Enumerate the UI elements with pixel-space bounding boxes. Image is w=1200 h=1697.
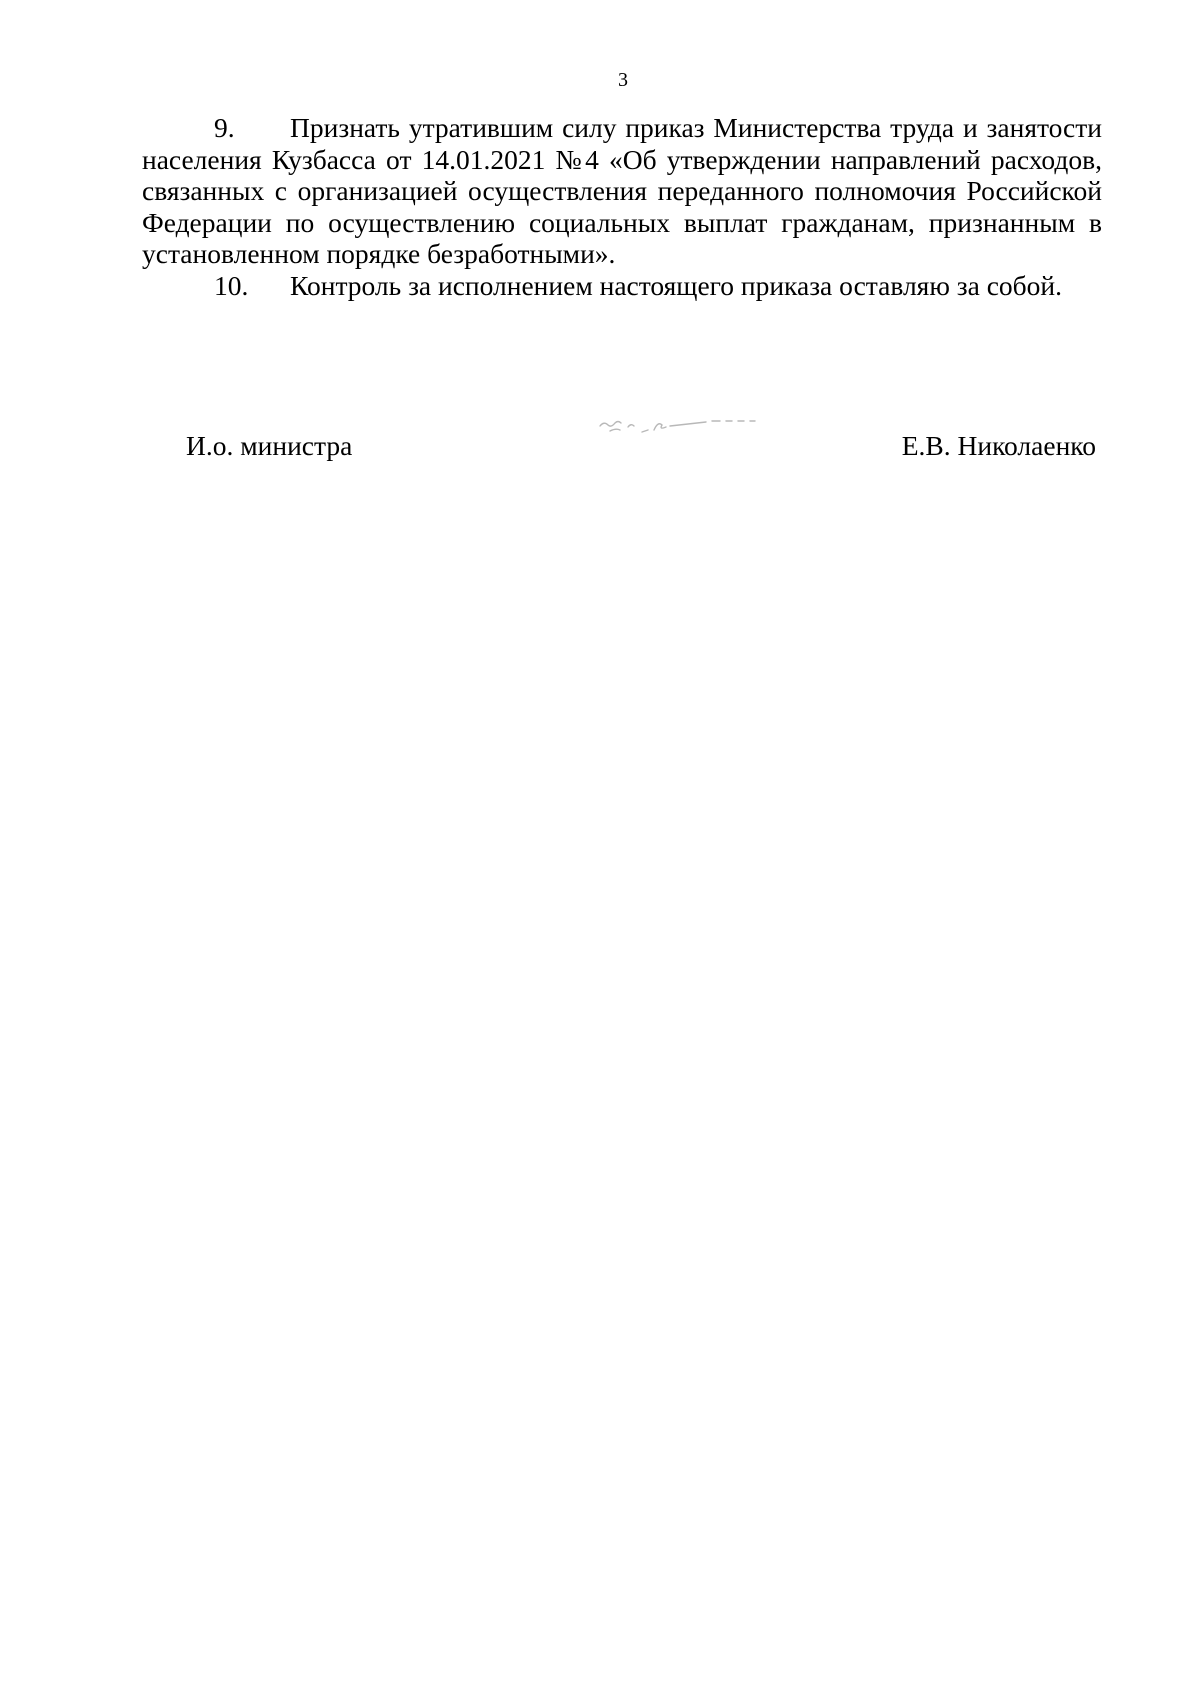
page-number: 3 (618, 69, 628, 91)
document-body (142, 112, 1102, 301)
paragraph-9 (142, 112, 1102, 270)
paragraph-number: 9. (214, 112, 235, 143)
paragraph-number: 10. (214, 269, 249, 301)
signature-block (0, 430, 1200, 470)
paragraph-text: Признать утратившим силу приказ Министерства труда и занятости населения Кузбасса от 14.01.2021 №4 «Об утверждении направлений расходов, связанных с организацией осуществления переданного полномочия Российской Федерации по осуществлению социальных выплат гражданам, признанным в установленном порядке безработными». (142, 112, 1102, 269)
signatory-title: И.о. министра (186, 430, 353, 461)
paragraph-10 (142, 270, 1102, 302)
paragraph-text: Контроль за исполнением настоящего приказа оставляю за собой. (290, 269, 1062, 301)
signatory-name: Е.В. Николаенко (901, 430, 1096, 461)
